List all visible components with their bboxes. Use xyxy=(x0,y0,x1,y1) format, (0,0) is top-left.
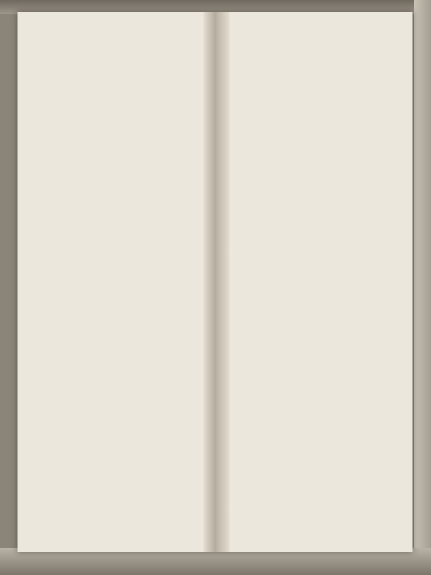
page-edge xyxy=(414,0,431,548)
book-gutter xyxy=(204,12,230,552)
background-bottom xyxy=(0,548,431,575)
book-page xyxy=(18,12,413,552)
